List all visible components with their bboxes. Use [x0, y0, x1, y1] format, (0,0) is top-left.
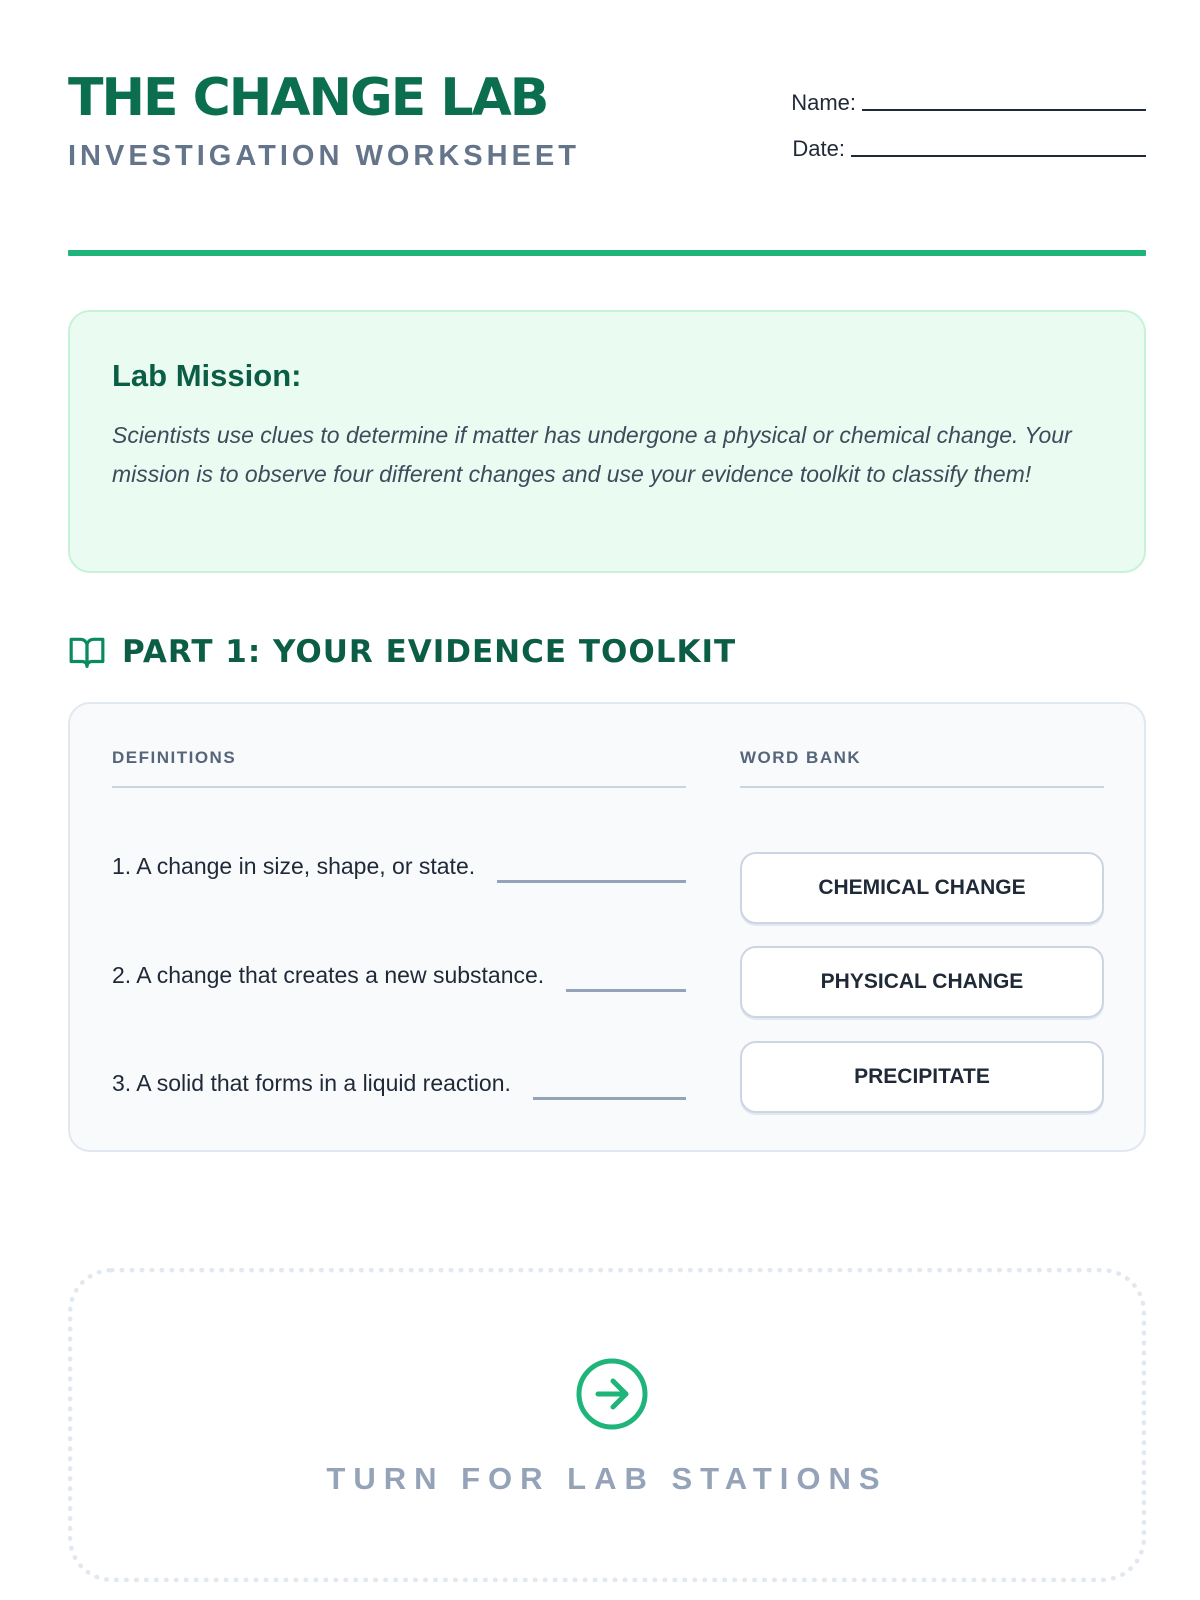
arrow-right-circle-icon: [575, 1357, 649, 1431]
part1-heading: [68, 630, 736, 674]
word-bank-chip[interactable]: PRECIPITATE: [740, 1041, 1104, 1113]
mission-text: Scientists use clues to determine if matter has undergone a physical or chemical change. Your mission is to observe four different changes and use your evidence toolkit to classify them!: [112, 422, 1072, 487]
turn-label: TURN FOR LAB STATIONS: [326, 1461, 888, 1496]
definitions-header: DEFINITIONS: [112, 748, 686, 788]
name-field[interactable]: [776, 70, 1146, 116]
definitions-column: [112, 748, 686, 1096]
word-bank-header: WORD BANK: [740, 748, 1104, 788]
definition-item: [112, 1057, 686, 1097]
date-field[interactable]: [776, 116, 1146, 162]
worksheet-subtitle: INVESTIGATION WORKSHEET: [68, 140, 580, 172]
mission-title: Lab Mission:: [112, 358, 302, 393]
answer-blank[interactable]: [533, 1097, 686, 1100]
definition-text: 1. A change in size, shape, or state.: [112, 853, 476, 879]
definition-item: [112, 840, 686, 880]
definition-text: 2. A change that creates a new substance.: [112, 962, 545, 988]
date-label: Date:: [792, 136, 845, 161]
date-blank-line[interactable]: [851, 155, 1146, 157]
worksheet-title: THE CHANGE LAB: [68, 68, 548, 128]
definition-text: 3. A solid that forms in a liquid reaction.: [112, 1070, 511, 1096]
answer-blank[interactable]: [566, 989, 686, 992]
evidence-toolkit-panel: [68, 702, 1146, 1152]
word-bank-chip[interactable]: PHYSICAL CHANGE: [740, 946, 1104, 1018]
part1-title: PART 1: YOUR EVIDENCE TOOLKIT: [122, 634, 737, 670]
header-divider: [68, 250, 1146, 256]
book-open-icon: [68, 633, 106, 671]
answer-blank[interactable]: [497, 880, 686, 883]
mission-box: [68, 310, 1146, 573]
name-label: Name:: [791, 90, 856, 115]
header: [68, 70, 1146, 190]
word-bank-chip[interactable]: CHEMICAL CHANGE: [740, 852, 1104, 924]
word-bank-column: [740, 748, 1104, 1088]
student-fields: [776, 70, 1146, 162]
worksheet-page: [68, 0, 1146, 1600]
definition-item: [112, 949, 686, 989]
turn-page-box: [68, 1268, 1146, 1582]
name-blank-line[interactable]: [862, 109, 1146, 111]
